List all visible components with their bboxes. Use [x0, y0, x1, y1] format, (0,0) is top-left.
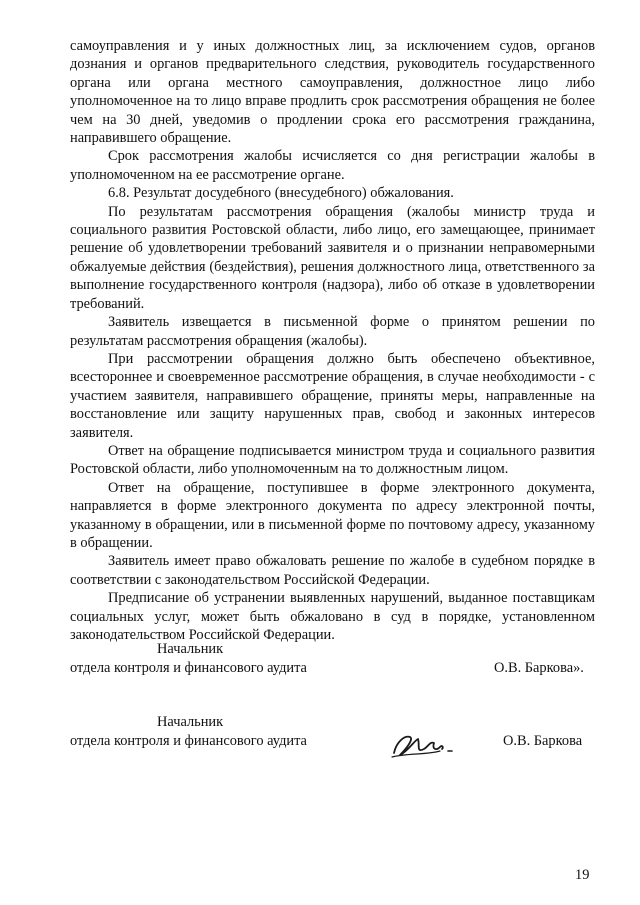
signature-1-name: О.В. Баркова».: [494, 660, 584, 676]
paragraph-9: Заявитель имеет право обжаловать решение по жалобе в судебном порядке в соответствии с законодательством Российской Федерации.: [70, 553, 595, 588]
paragraph-5: Заявитель извещается в письменной форме о принятом решении по результатам рассмотрения обращения (жалобы).: [70, 314, 595, 349]
paragraph-8: Ответ на обращение, поступившее в форме электронного документа, направляется в форме электронного документа по адресу электронной почты, указанному в обращении, или в письменной форме по почтовому адресу, указанному в обращении.: [70, 479, 595, 551]
paragraph-2: Срок рассмотрения жалобы исчисляется со дня регистрации жалобы в уполномоченном на ее рассмотрение органе.: [70, 148, 595, 183]
signature-1-department: отдела контроля и финансового аудита: [70, 660, 307, 676]
paragraph-7: Ответ на обращение подписывается министром труда и социального развития Ростовской области, либо уполномоченным на то должностным лицом.: [70, 442, 595, 478]
paragraph-3: 6.8. Результат досудебного (внесудебного) обжалования.: [108, 185, 454, 202]
paragraph-4: По результатам рассмотрения обращения (жалобы министр труда и социального развития Ростовской области, либо лицо, его замещающее, принимает решение об удовлетворении требований заявителя и о признании неправомерными обжалуемые действия (бездействия), решения должностного лица, ответственного за выполнение государственного контроля (надзора), либо об отказе в удовлетворении требований.: [70, 203, 595, 312]
body-text: [70, 37, 595, 644]
signature-1-title: Начальник: [157, 641, 224, 657]
page-number: 19: [575, 867, 590, 883]
signature-2-department: отдела контроля и финансового аудита: [70, 733, 307, 749]
signature-2-title: Начальник: [157, 714, 224, 730]
paragraph-6: При рассмотрении обращения должно быть обеспечено объективное, всестороннее и своевременное рассмотрение обращения, в случае необходимости - с участием заявителя, направившего обращение, приняты меры, направленные на восстановление или защиту нарушенных прав, свобод и законных интересов заявителя.: [70, 350, 595, 441]
handwritten-signature: [388, 727, 458, 763]
paragraph-1: самоуправления и у иных должностных лиц, за исключением судов, органов дознания и органов предварительного следствия, руководитель государственного органа или органа местного самоуправления, должностное лицо либо уполномоченное на то лицо вправе продлить срок рассмотрения обращения не более чем на 30 дней, уведомив о продлении срока его рассмотрения гражданина, направившего обращение.: [70, 38, 595, 147]
signature-2-name: О.В. Баркова: [503, 733, 583, 749]
paragraph-10: Предписание об устранении выявленных нарушений, выданное поставщикам социальных услуг, может быть обжаловано в суд в порядке, установленном законодательством Российской Федерации.: [70, 590, 595, 643]
